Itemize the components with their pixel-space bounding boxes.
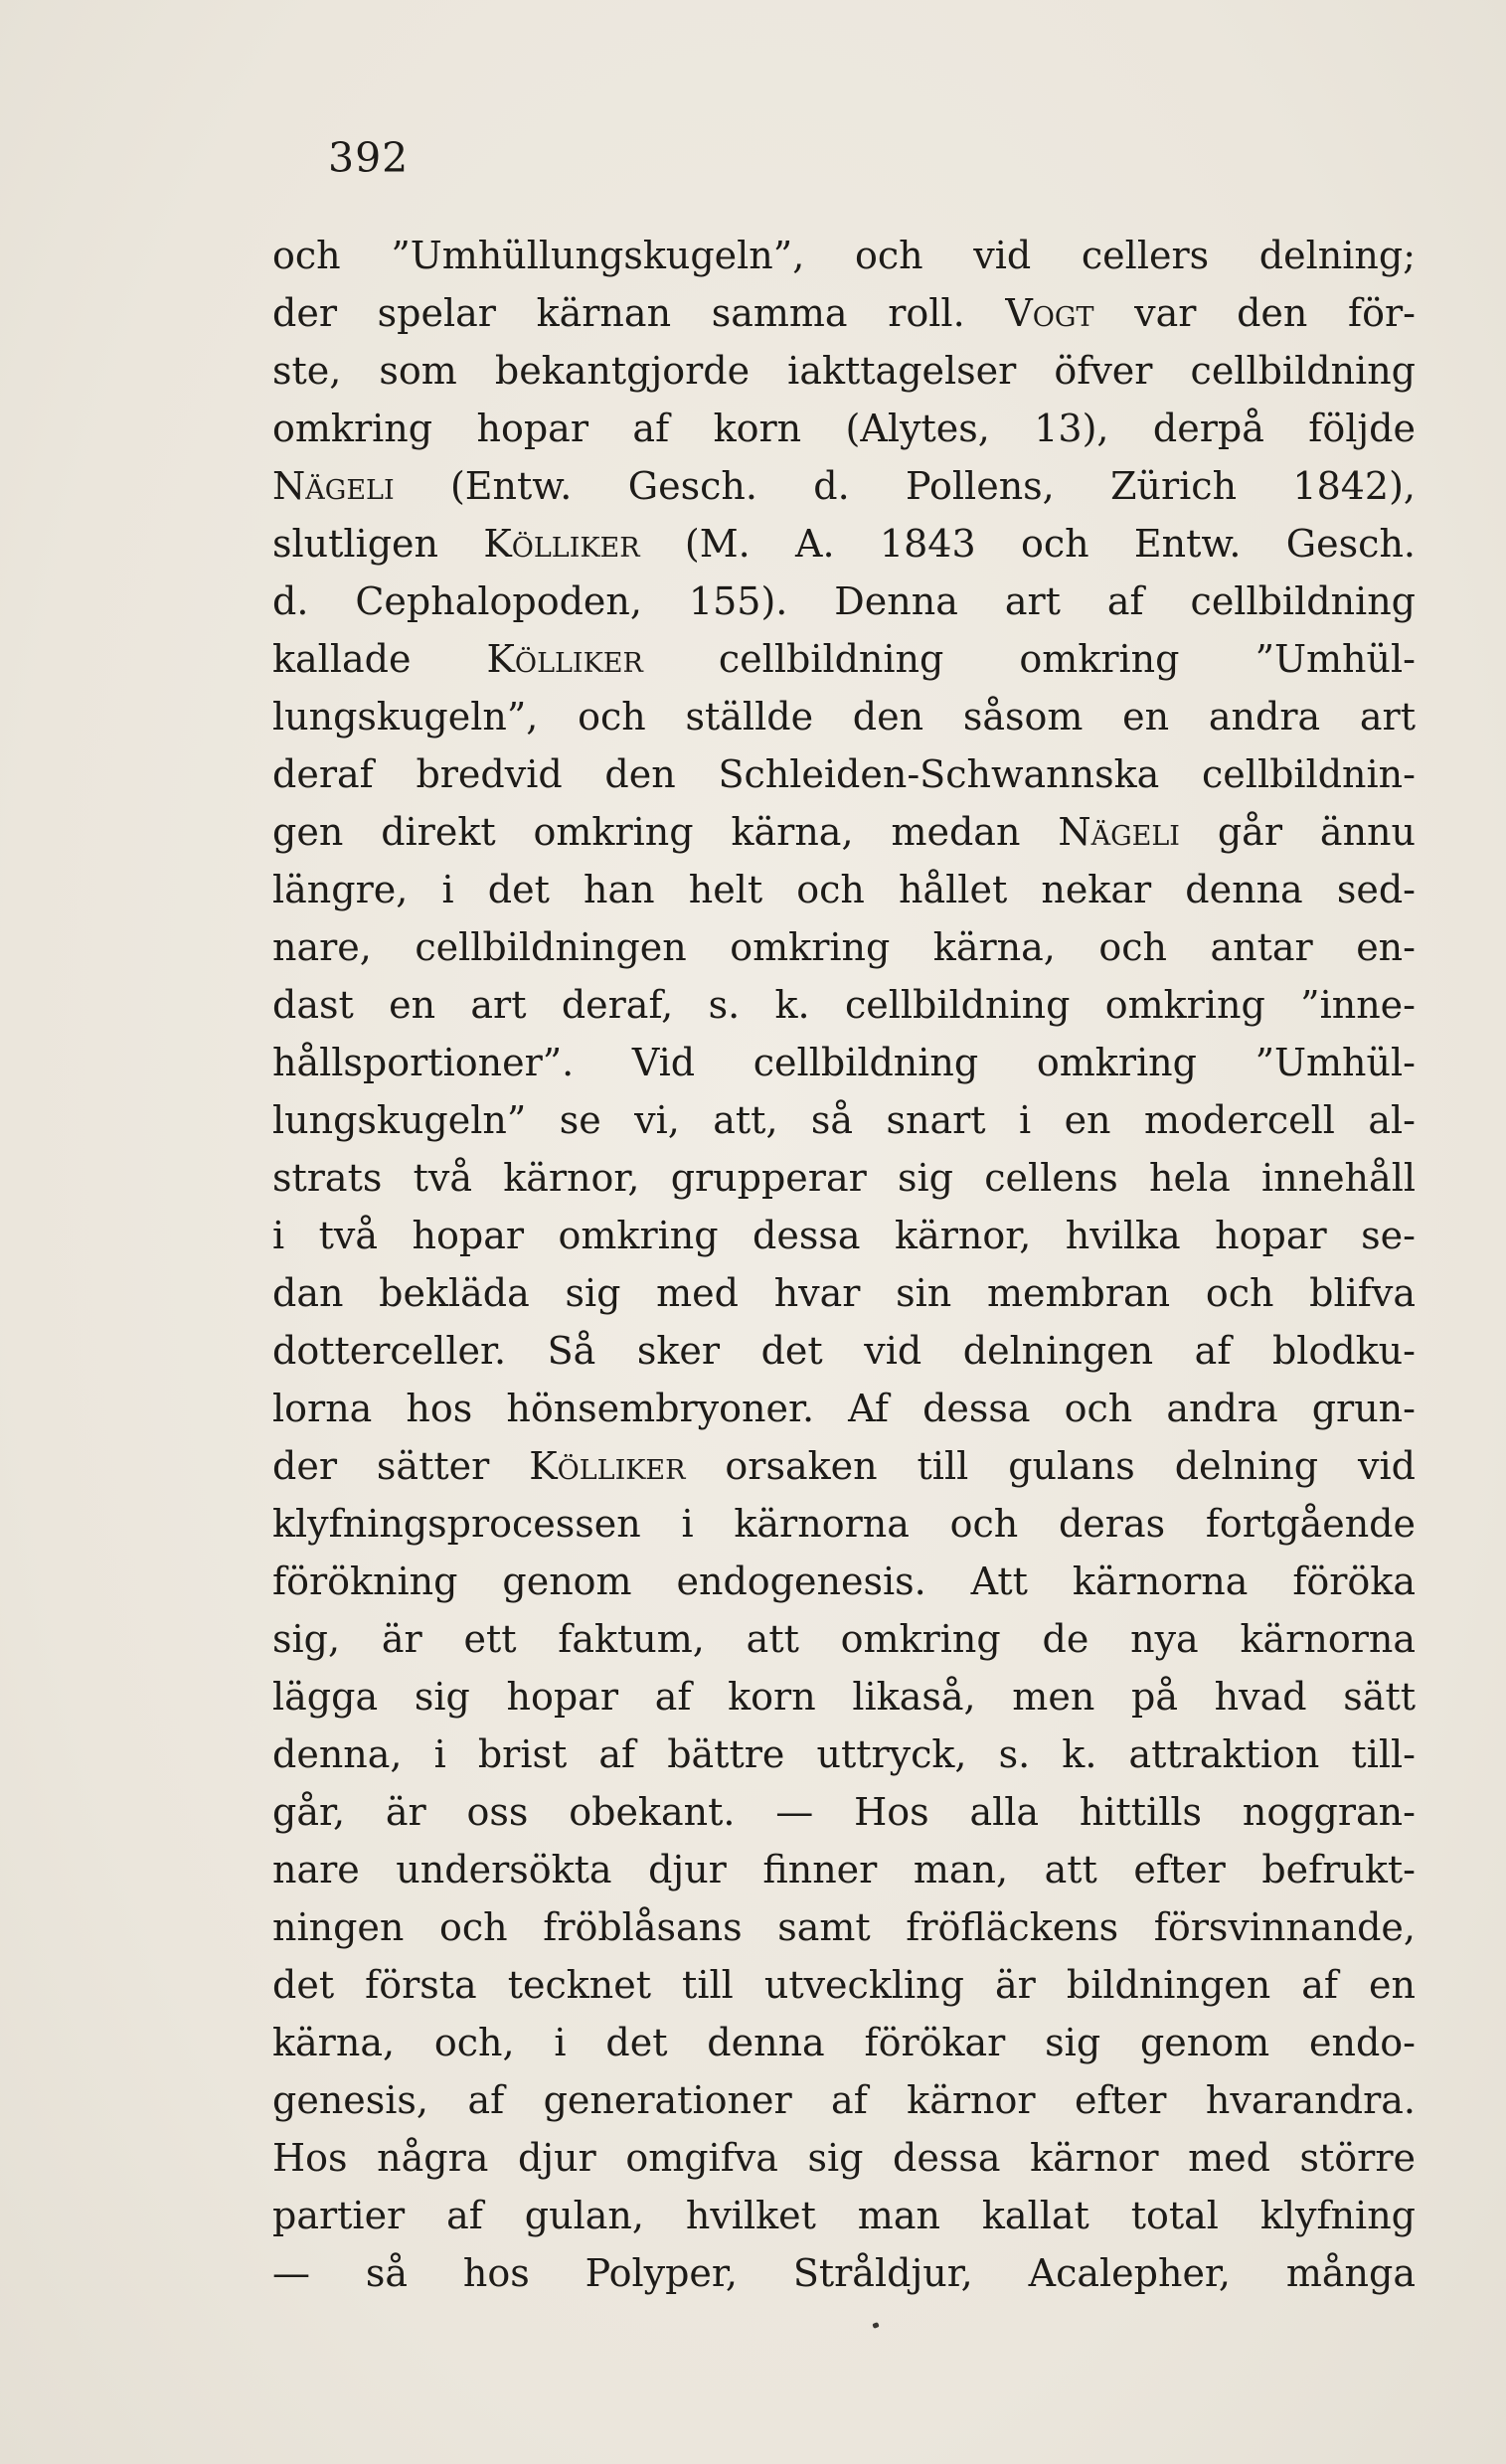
text-line: denna, i brist af bättre uttryck, s. k. attraktion till- <box>272 1732 1416 1776</box>
text-line: går, är oss obekant. — Hos alla hittills noggran- <box>272 1790 1416 1834</box>
author-name: Nägeli <box>272 464 395 508</box>
text-line: det första tecknet till utveckling är bildningen af en <box>272 1963 1416 2007</box>
text-line: i två hopar omkring dessa kärnor, hvilka hopar se- <box>272 1214 1416 1257</box>
text-line: lorna hos hönsembryoner. Af dessa och andra grun- <box>272 1387 1416 1430</box>
text-line: kärna, och, i det denna förökar sig genom endo- <box>272 2021 1416 2064</box>
text-line: och ”Umhüllungskugeln”, och vid cellers delning; <box>272 234 1416 277</box>
text-line: omkring hopar af korn (Alytes, 13), derpå följde <box>272 407 1416 450</box>
text-line: dast en art deraf, s. k. cellbildning omkring ”inne- <box>272 983 1416 1027</box>
page-number: 392 <box>328 134 410 182</box>
text-line: nare, cellbildningen omkring kärna, och antar en- <box>272 925 1416 969</box>
text-line: genesis, af generationer af kärnor efter hvarandra. <box>272 2078 1416 2122</box>
author-name: Kölliker <box>529 1444 686 1488</box>
text-line: ste, som bekantgjorde iakttagelser öfver cellbildning <box>272 349 1416 393</box>
text-line: dotterceller. Så sker det vid delningen af blodku- <box>272 1329 1416 1373</box>
ink-speck <box>872 2322 879 2329</box>
text-line: förökning genom endogenesis. Att kärnorna föröka <box>272 1560 1416 1603</box>
text-line: kallade Kölliker cellbildning omkring ”Umhül- <box>272 637 1416 681</box>
author-name: Kölliker <box>483 522 640 566</box>
author-name: Vogt <box>1005 291 1094 335</box>
text-line: strats två kärnor, grupperar sig cellens hela innehåll <box>272 1156 1416 1200</box>
text-line: d. Cephalopoden, 155). Denna art af cellbildning <box>272 579 1416 623</box>
text-line: — så hos Polyper, Stråldjur, Acalepher, många <box>272 2251 1416 2295</box>
text-line: der spelar kärnan samma roll. Vogt var den för- <box>272 291 1416 335</box>
author-name: Nägeli <box>1058 810 1180 854</box>
text-line: partier af gulan, hvilket man kallat total klyfning <box>272 2194 1416 2237</box>
text-line: Nägeli (Entw. Gesch. d. Pollens, Zürich 1842), <box>272 464 1416 508</box>
text-line: klyfningsprocessen i kärnorna och deras fortgående <box>272 1502 1416 1546</box>
text-line: lungskugeln” se vi, att, så snart i en modercell al- <box>272 1098 1416 1142</box>
text-line: lungskugeln”, och ställde den såsom en andra art <box>272 695 1416 739</box>
text-line: deraf bredvid den Schleiden-Schwannska cellbildnin- <box>272 752 1416 796</box>
text-line: slutligen Kölliker (M. A. 1843 och Entw. Gesch. <box>272 522 1416 566</box>
text-line: der sätter Kölliker orsaken till gulans delning vid <box>272 1444 1416 1488</box>
text-line: gen direkt omkring kärna, medan Nägeli går ännu <box>272 810 1416 854</box>
author-name: Kölliker <box>486 637 643 681</box>
text-line: hållsportioner”. Vid cellbildning omkring ”Umhül- <box>272 1041 1416 1084</box>
text-line: längre, i det han helt och hållet nekar denna sed- <box>272 868 1416 911</box>
text-line: dan bekläda sig med hvar sin membran och blifva <box>272 1271 1416 1315</box>
text-line: sig, är ett faktum, att omkring de nya kärnorna <box>272 1617 1416 1661</box>
text-line: lägga sig hopar af korn likaså, men på hvad sätt <box>272 1675 1416 1719</box>
text-line: ningen och fröblåsans samt fröfläckens försvinnande, <box>272 1905 1416 1949</box>
text-line: nare undersökta djur finner man, att efter befrukt- <box>272 1848 1416 1891</box>
text-line: Hos några djur omgifva sig dessa kärnor med större <box>272 2136 1416 2180</box>
body-text <box>272 227 1416 2302</box>
